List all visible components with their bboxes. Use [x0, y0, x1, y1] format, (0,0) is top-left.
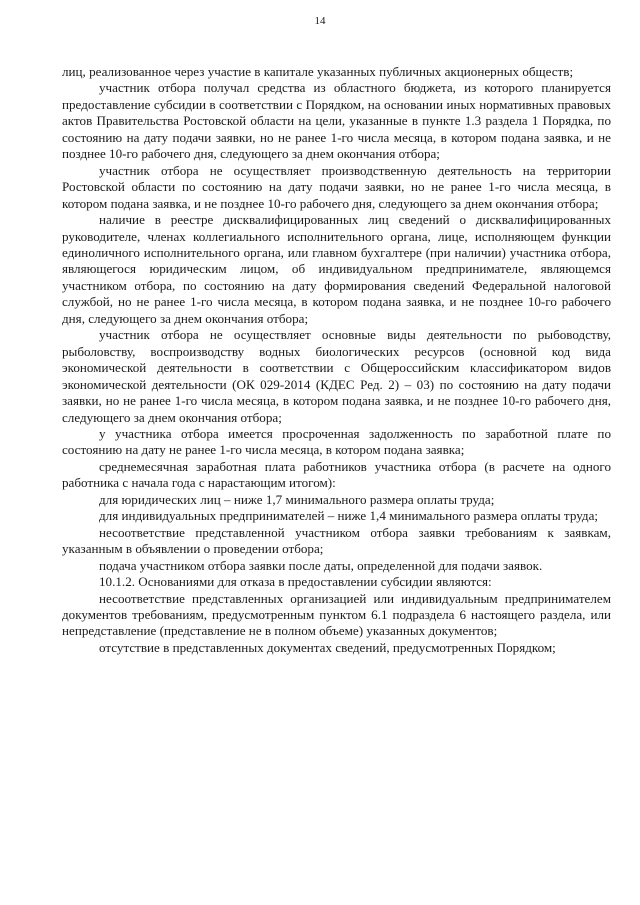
- document-body: [62, 64, 611, 656]
- paragraph-documents-noncompliance: несоответствие представленных организацией или индивидуальным предпринимателем документов требованиям, предусмотренным пунктом 6.1 подраздела 6 настоящего раздела, или непредставление (представление не в полном объеме) указанных документов;: [62, 590, 611, 639]
- paragraph-refusal-grounds-heading: 10.1.2. Основаниями для отказа в предоставлении субсидии являются:: [99, 574, 492, 590]
- paragraph-public-companies-continuation: лиц, реализованное через участие в капитале указанных публичных акционерных обществ;: [62, 64, 574, 79]
- paragraph-entrepreneurs-salary: для индивидуальных предпринимателей – ниже 1,4 минимального размера оплаты труда;: [99, 508, 599, 524]
- paragraph-legal-entities-salary: для юридических лиц – ниже 1,7 минимального размера оплаты труда;: [99, 491, 495, 507]
- paragraph-application-noncompliance: несоответствие представленной участником отбора заявки требованиям к заявкам, указанным в объявлении о проведении отбора;: [62, 524, 611, 557]
- paragraph-late-submission: подача участником отбора заявки после даты, определенной для подачи заявок.: [99, 557, 543, 573]
- paragraph-average-salary: среднемесячная заработная плата работников участника отбора (в расчете на одного работника с начала года с нарастающим итогом):: [62, 458, 611, 491]
- paragraph-salary-arrears: у участника отбора имеется просроченная задолженность по заработной плате по состоянию на дату не ранее 1-го числа месяца, в котором подана заявка;: [62, 425, 611, 458]
- paragraph-regional-budget-funds: участник отбора получал средства из областного бюджета, из которого планируется предоставление субсидии в соответствии с Порядком, на основании иных нормативных правовых актов Правительства Ростовской области на цели, указанные в пункте 1.3 раздела 1 Порядка, по состоянию на дату подачи заявки, но не ранее 1-го числа месяца, в котором подана заявка, и не позднее 10-го рабочего дня, следующего за днем окончания отбора;: [62, 80, 611, 162]
- paragraph-no-production-activity: участник отбора не осуществляет производственную деятельность на территории Ростовской области по состоянию на дату подачи заявки, но не ранее 1-го числа месяца, в котором подана заявка, и не позднее 10-го рабочего дня, следующего за днем окончания отбора;: [62, 162, 611, 211]
- paragraph-missing-information: отсутствие в представленных документах сведений, предусмотренных Порядком;: [99, 639, 556, 655]
- page-number: 14: [314, 15, 326, 27]
- paragraph-fishery-activity: участник отбора не осуществляет основные виды деятельности по рыбоводству, рыболовству, воспроизводству водных биологических ресурсов (основной код вида экономической деятельности в соответствии с Общероссийским классификатором видов экономической деятельности (ОК 029-2014 (КДЕС Ред. 2) – 03) по состоянию на дату подачи заявки, но не ранее 1-го числа месяца, в котором подана заявка, и не позднее 10-го рабочего дня, следующего за днем окончания отбора;: [62, 327, 611, 425]
- paragraph-disqualified-persons-registry: наличие в реестре дисквалифицированных лиц сведений о дисквалифицированных руководителе, членах коллегиального исполнительного органа, лице, исполняющем функции единоличного исполнительного органа, или главном бухгалтере (при наличии) участника отбора, являющегося юридическим лицом, об индивидуальном предпринимателе, являющемся участником отбора, по состоянию на дату формирования сведений Федеральной налоговой службой, но не ранее 1-го числа месяца, в котором подана заявка, и не позднее 10-го рабочего дня, следующего за днем окончания отбора;: [62, 212, 611, 326]
